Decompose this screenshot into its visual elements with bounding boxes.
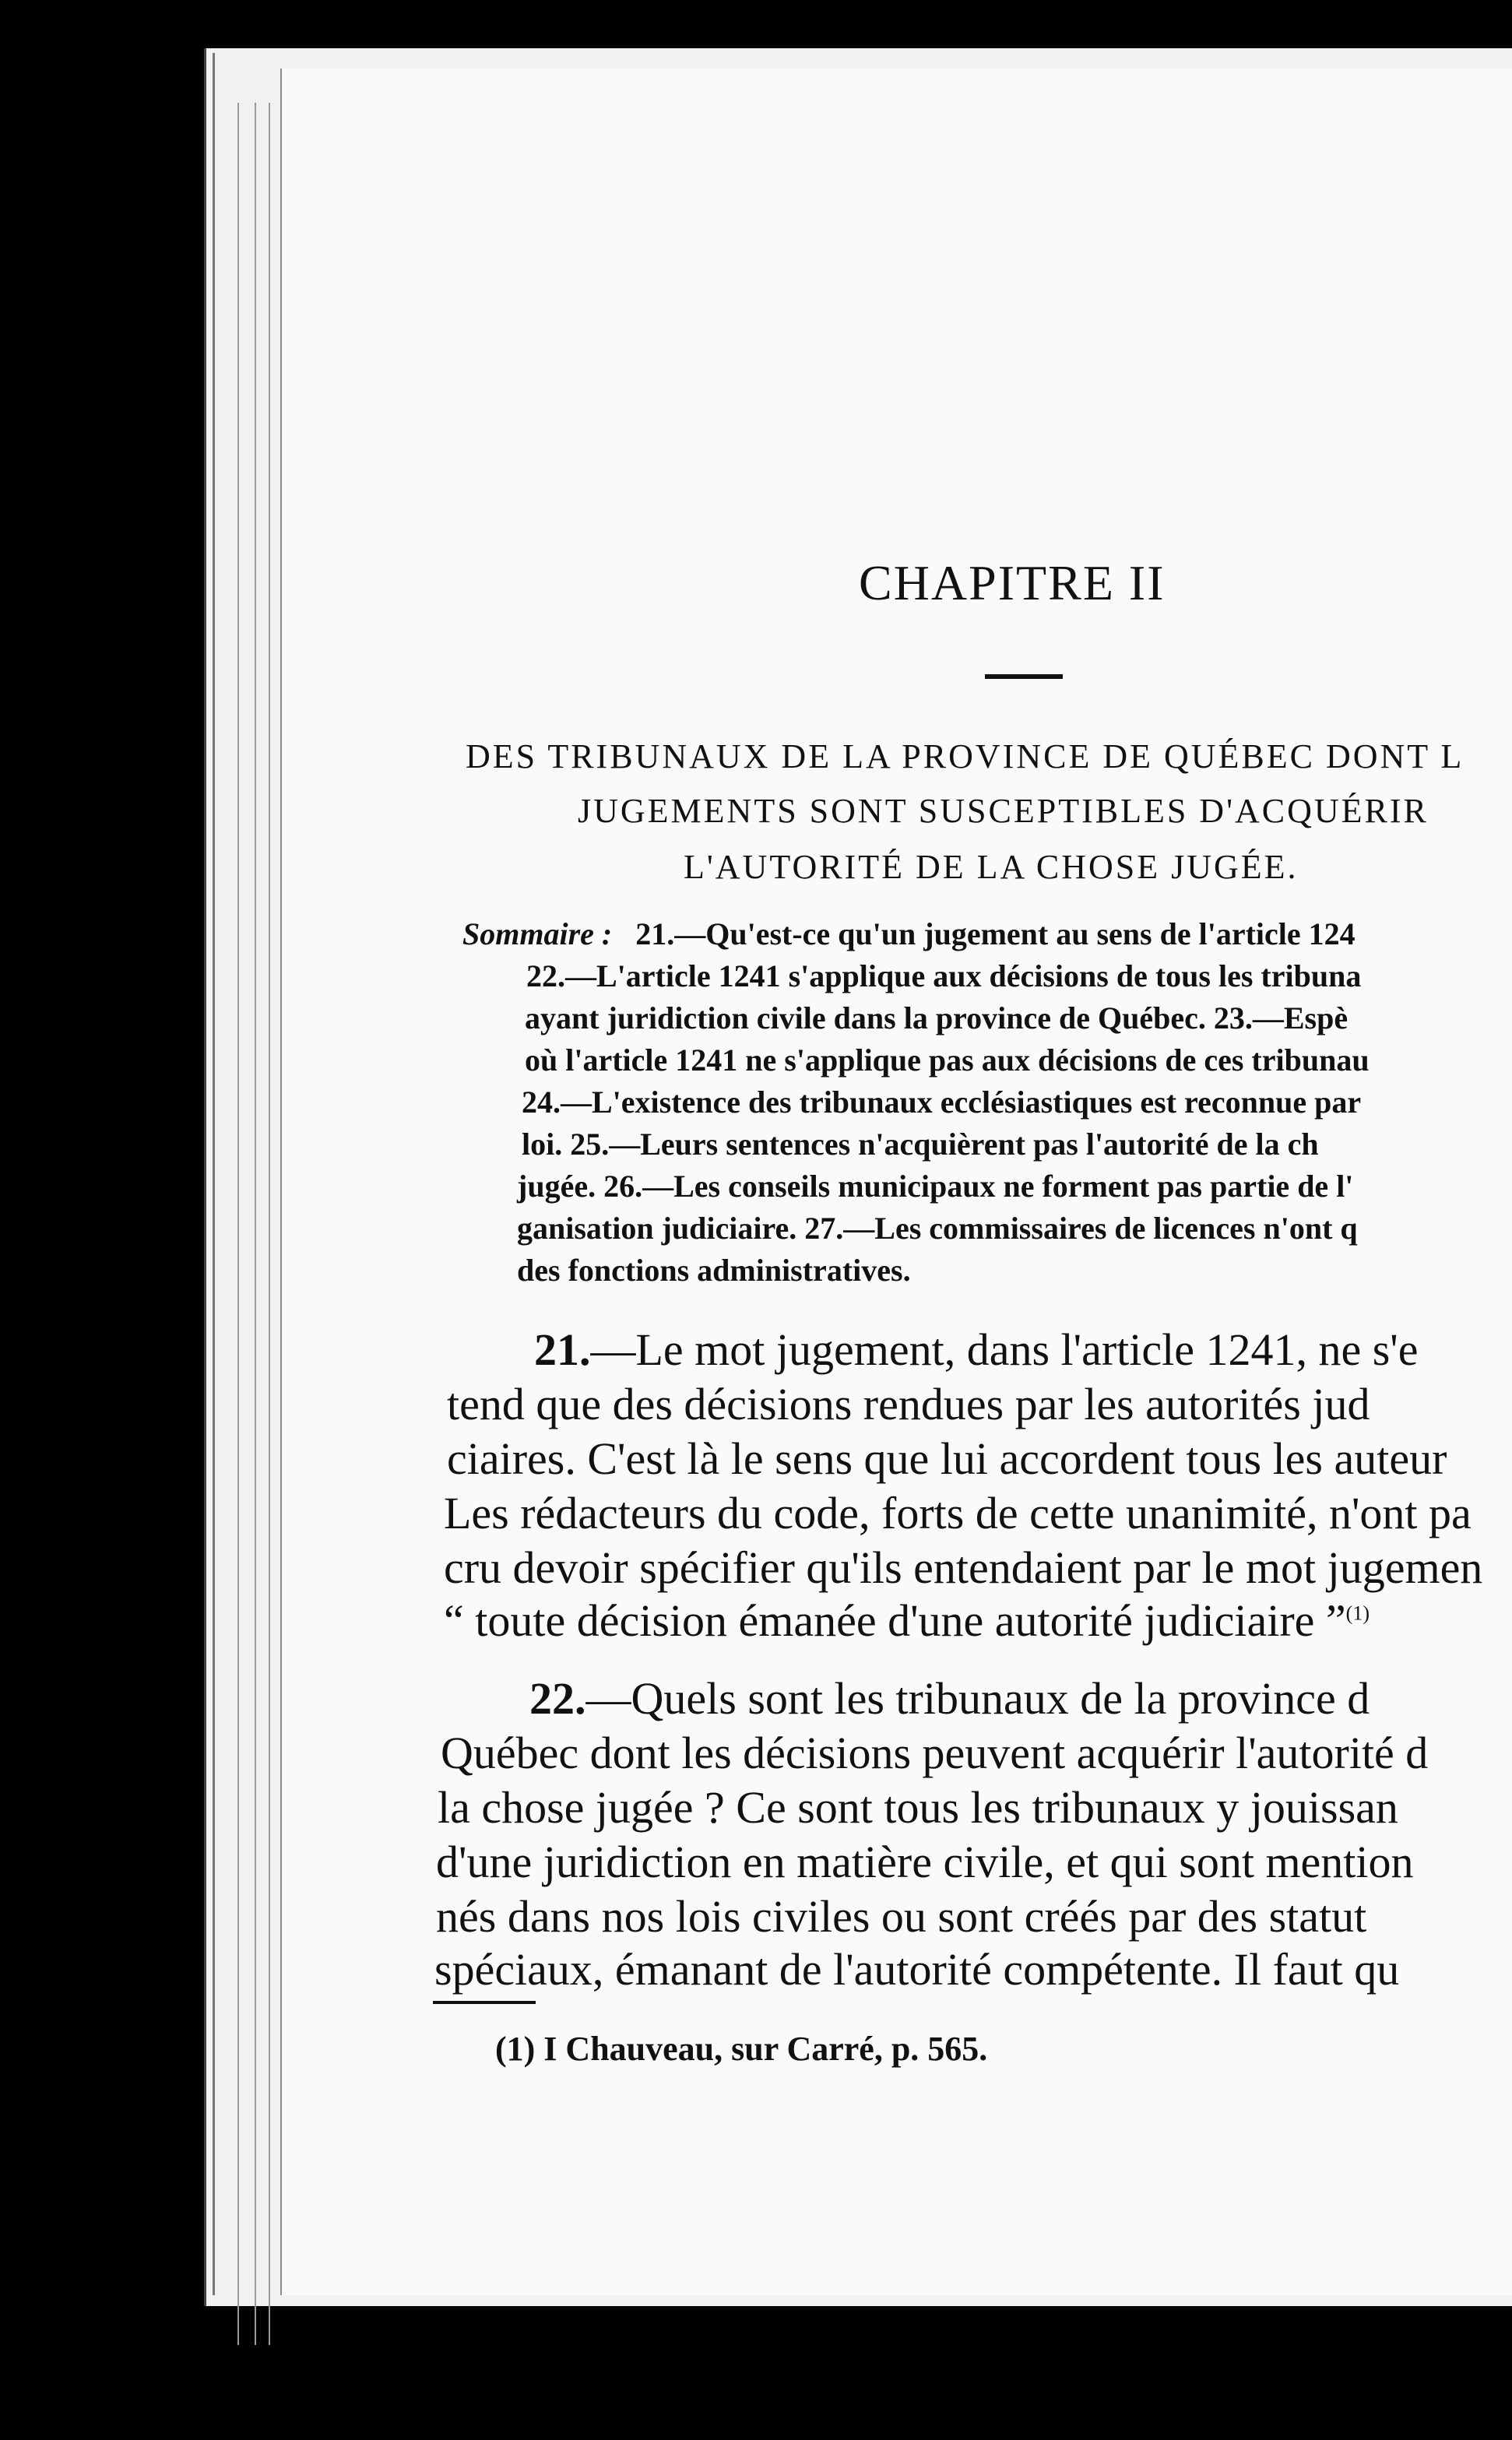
chapter-heading-line: L'AUTORITÉ DE LA CHOSE JUGÉE. xyxy=(684,848,1299,886)
summary-line: loi. 25.—Leurs sentences n'acquièrent pas l'autorité de la ch xyxy=(522,1127,1319,1162)
chapter-heading-line: JUGEMENTS SONT SUSCEPTIBLES D'ACQUÉRIR xyxy=(578,792,1429,830)
paragraph-21-line: Les rédacteurs du code, forts de cette unanimité, n'ont pa xyxy=(444,1488,1472,1538)
chapter-title: CHAPITRE II xyxy=(859,555,1166,610)
summary-line: jugée. 26.—Les conseils municipaux ne forment pas partie de l' xyxy=(517,1169,1354,1204)
paragraph-22-line: spéciaux, émanant de l'autorité compétente. Il faut qu xyxy=(434,1944,1400,1995)
paragraph-22-line: 22.—Quels sont les tribunaux de la province d xyxy=(529,1673,1370,1724)
summary-text: 21.—Qu'est-ce qu'un jugement au sens de l'article 124 xyxy=(635,916,1356,951)
footnote-ref: (1) xyxy=(1345,1601,1370,1625)
page-edge xyxy=(269,103,270,2345)
summary-line: ayant juridiction civile dans la province de Québec. 23.—Espè xyxy=(525,1000,1348,1035)
summary-line: 24.—L'existence des tribunaux ecclésiastiques est reconnue par xyxy=(522,1085,1362,1120)
title-rule xyxy=(985,674,1063,679)
footnote: (1) I Chauveau, sur Carré, p. 565. xyxy=(495,2030,988,2068)
paragraph-21-line: tend que des décisions rendues par les autorités jud xyxy=(447,1379,1370,1429)
chapter-heading-line: DES TRIBUNAUX DE LA PROVINCE DE QUÉBEC DONT L xyxy=(466,737,1465,775)
summary-line: où l'article 1241 ne s'applique pas aux décisions de ces tribunau xyxy=(525,1042,1370,1078)
paragraph-number: 22. xyxy=(529,1673,586,1724)
summary-line: ganisation judiciaire. 27.—Les commissaires de licences n'ont q xyxy=(517,1211,1358,1246)
paragraph-22-line: la chose jugée ? Ce sont tous les tribunaux y jouissan xyxy=(438,1782,1398,1833)
paragraph-21-line: 21.—Le mot jugement, dans l'article 1241, ne s'e xyxy=(534,1324,1419,1375)
paragraph-22-line: d'une juridiction en matière civile, et qui sont mention xyxy=(436,1837,1414,1887)
paragraph-22-line: nés dans nos lois civiles ou sont créés par des statut xyxy=(436,1891,1367,1942)
summary-line: 22.—L'article 1241 s'applique aux décisions de tous les tribuna xyxy=(526,958,1362,993)
page-edge xyxy=(255,103,256,2345)
footnote-rule xyxy=(433,2001,536,2004)
summary-line: des fonctions administratives. xyxy=(517,1253,911,1288)
paragraph-21-line: cru devoir spécifier qu'ils entendaient par le mot jugemen xyxy=(444,1542,1483,1593)
paragraph-21-line: “ toute décision émanée d'une autorité judiciaire ”$^{(1)}$ xyxy=(444,1595,1370,1646)
paragraph-21-line: ciaires. C'est là le sens que lui accordent tous les auteur xyxy=(447,1433,1447,1484)
summary-line xyxy=(462,916,1356,952)
summary-label: Sommaire : xyxy=(462,916,613,951)
paragraph-number: 21. xyxy=(534,1324,591,1375)
paragraph-22-line: Québec dont les décisions peuvent acquérir l'autorité d xyxy=(441,1728,1429,1778)
page-edge xyxy=(237,103,239,2345)
